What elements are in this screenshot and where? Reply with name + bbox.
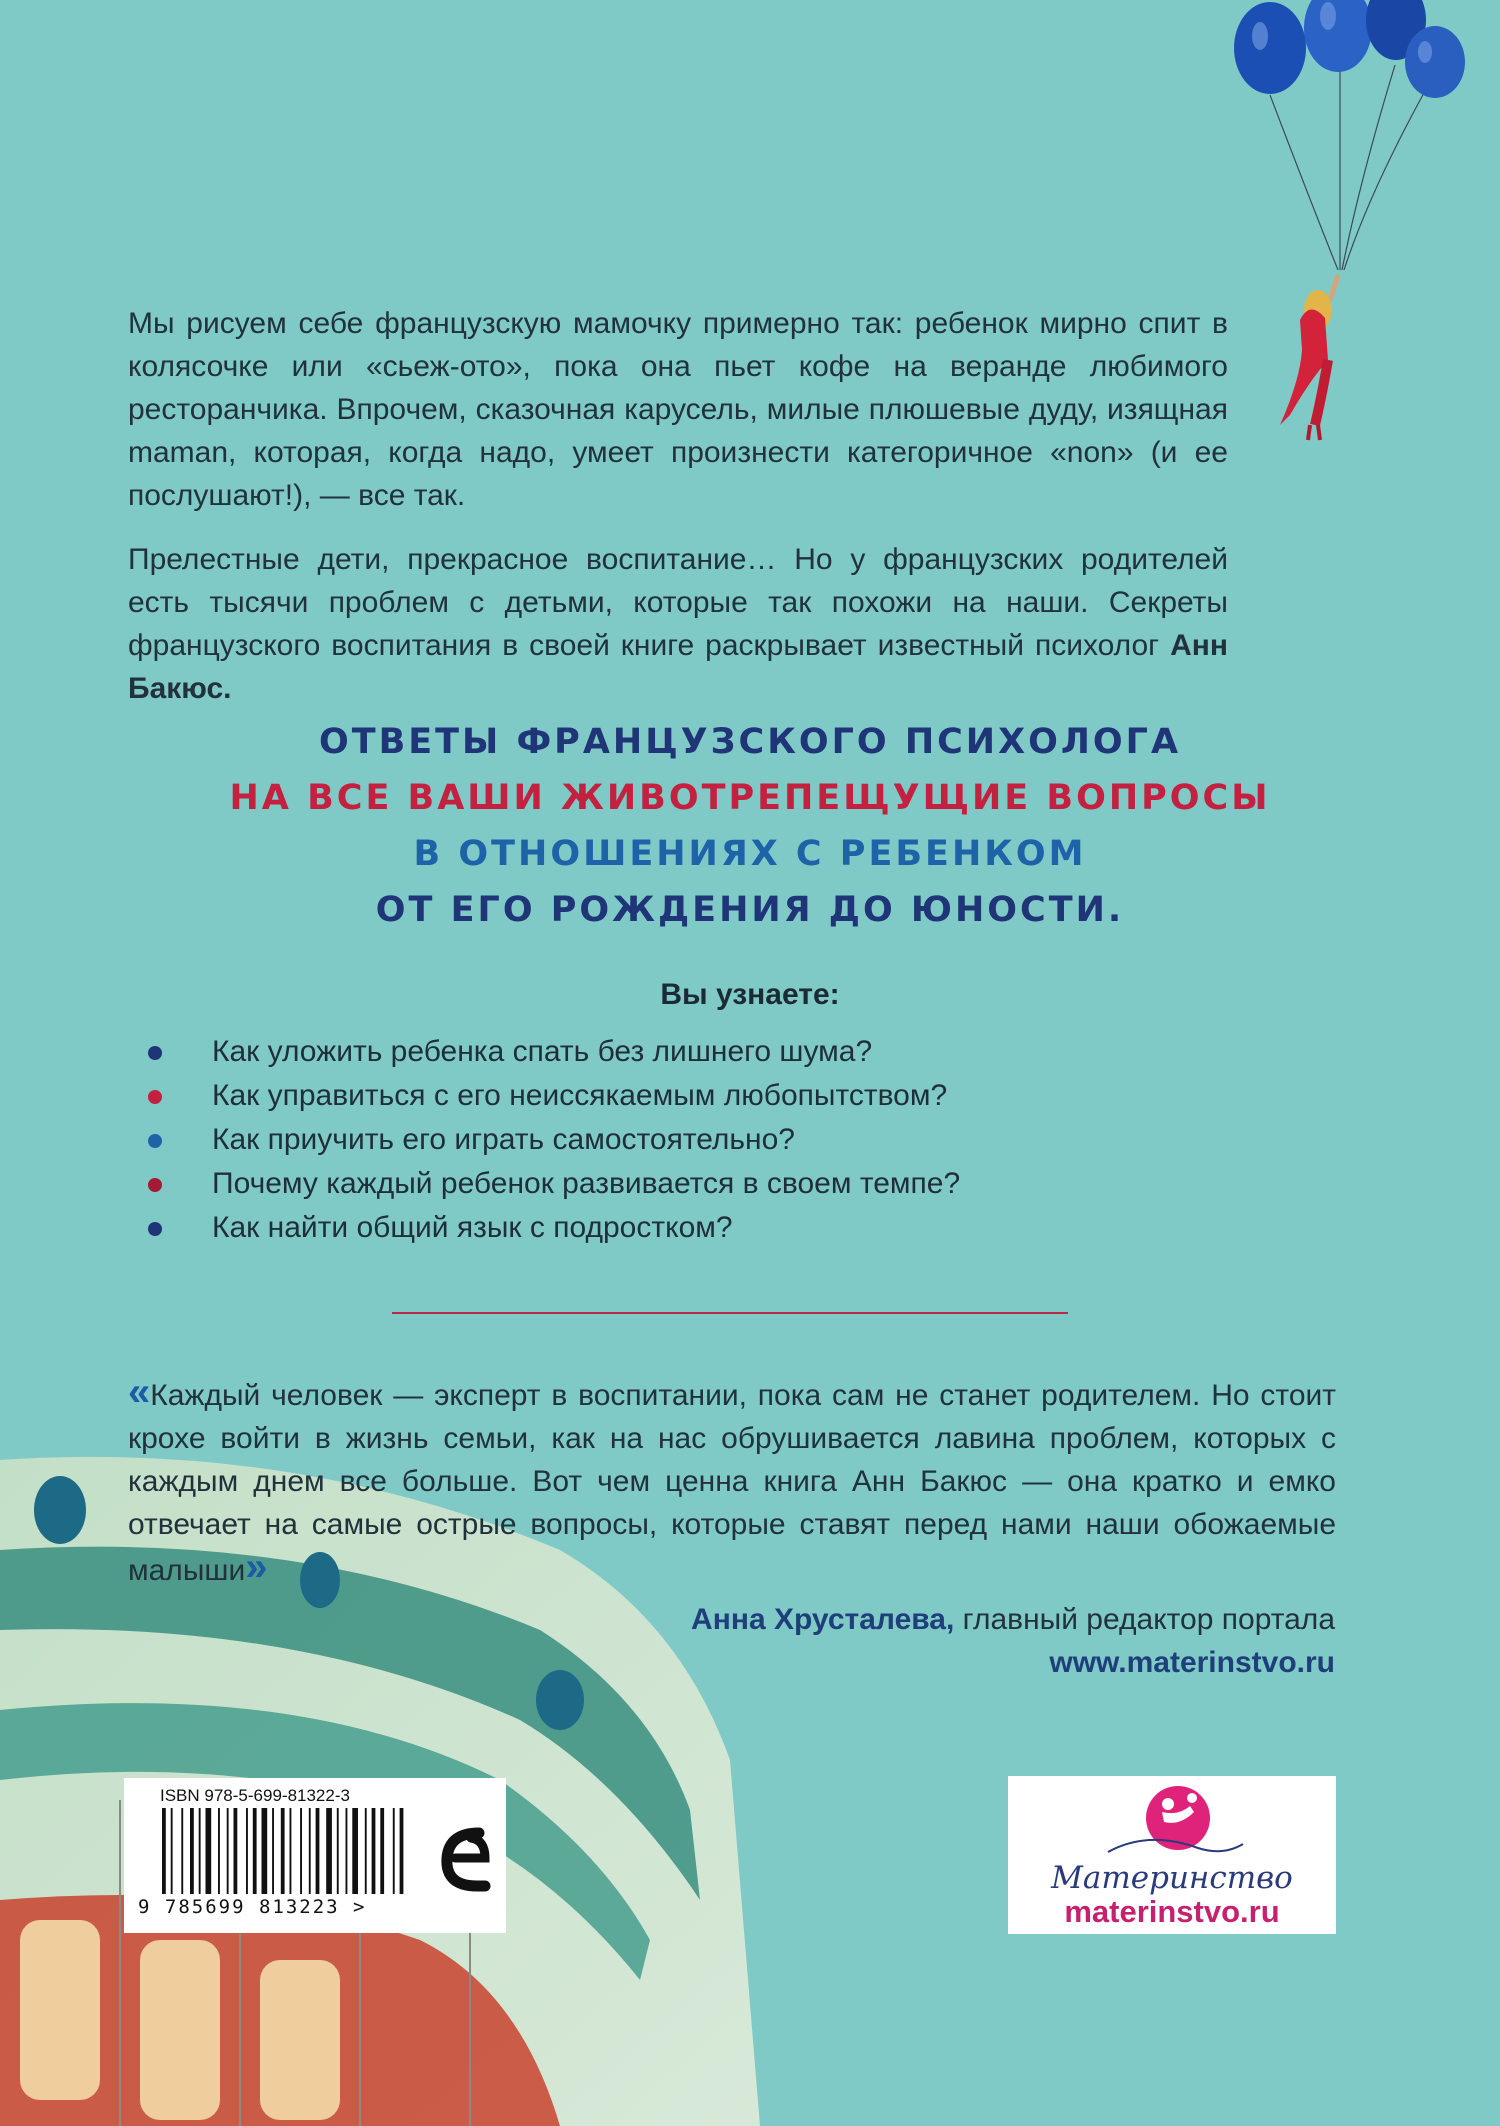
list-item-text: Как управиться с его неиссякаемым любопытством? (212, 1079, 948, 1112)
quote-author: Анна Хрусталева, (691, 1603, 955, 1636)
barcode-digits: 9 785699 813223 > (138, 1896, 367, 1918)
balloon-girl-illustration (1230, 0, 1500, 460)
bullet-dot-icon (148, 1046, 162, 1060)
headline-line-2: НА ВСЕ ВАШИ ЖИВОТРЕПЕЩУЩИЕ ВОПРОСЫ (229, 778, 1271, 818)
intro-paragraph-1: Мы рисуем себе французскую мамочку примерно так: ребенок мирно спит в колясочке или «сьеж-ото», пока она пьет кофе на веранде любимого ресторанчика. Впрочем, сказочная карусель, милые плюшевые дуду, изящная maman, которая, когда надо, умеет произнести категоричное «non» (и ее послушают!), — все так. (128, 307, 1228, 512)
list-item-text: Как уложить ребенка спать без лишнего шума? (212, 1035, 873, 1068)
headline-line-4: ОТ ЕГО РОЖДЕНИЯ ДО ЮНОСТИ. (375, 890, 1125, 930)
publisher-logo-icon (419, 1778, 506, 1933)
bullet-dot-icon (148, 1178, 162, 1192)
bullet-dot-icon (148, 1090, 162, 1104)
question-list (140, 1030, 960, 1250)
partner-logo (1008, 1776, 1336, 1934)
list-item (140, 1074, 960, 1118)
bullet-dot-icon (148, 1222, 162, 1236)
isbn-barcode-block (124, 1778, 506, 1933)
section-divider (392, 1312, 1068, 1314)
headline-line-1: ОТВЕТЫ ФРАНЦУЗСКОГО ПСИХОЛОГА (318, 722, 1182, 762)
bullet-dot-icon (148, 1134, 162, 1148)
learn-title: Вы узнаете: (660, 978, 840, 1011)
mother-child-icon (1098, 1782, 1248, 1866)
barcode-icon (160, 1808, 410, 1894)
headline-line-3: В ОТНОШЕНИЯХ С РЕБЕНКОМ (413, 834, 1087, 874)
list-item (140, 1206, 960, 1250)
list-item (140, 1162, 960, 1206)
list-item-text: Как приучить его играть самостоятельно? (212, 1123, 795, 1156)
partner-url: materinstvo.ru (1064, 1894, 1280, 1929)
intro-paragraph-2 (128, 538, 1228, 710)
intro-paragraph-2-text: Прелестные дети, прекрасное воспитание… Но у французских родителей есть тысячи проблем с детьми, которые так похожи на наши. Секреты французского воспитания в своей книге раскрывает известный психолог (128, 543, 1228, 662)
list-item-text: Почему каждый ребенок развивается в своем темпе? (212, 1167, 961, 1200)
isbn-label: ISBN 978-5-699-81322-3 (160, 1786, 350, 1805)
list-item (140, 1118, 960, 1162)
author-name: Анн Бакюс. (128, 629, 1228, 705)
quote-author-role: главный редактор портала (954, 1603, 1335, 1636)
quote-text: Каждый человек — эксперт в воспитании, пока сам не станет родителем. Но стоит крохе войти в жизнь семьи, как на нас обрушивается лавина проблем, которых с каждым днем все больше. Вот чем ценна книга Анн Бакюс — она кратко и емко отвечает на самые острые вопросы, которые ставят перед нами наши обожаемые малыши (128, 1379, 1336, 1587)
portal-url: www.materinstvo.ru (1049, 1646, 1335, 1679)
quote-attribution (691, 1598, 1335, 1684)
open-quote-mark: « (128, 1370, 151, 1414)
list-item-text: Как найти общий язык с подростком? (212, 1211, 733, 1244)
list-item (140, 1030, 960, 1074)
partner-script-name: Материнство (1051, 1860, 1293, 1896)
review-quote (128, 1371, 1336, 1592)
close-quote-mark: » (245, 1545, 268, 1589)
